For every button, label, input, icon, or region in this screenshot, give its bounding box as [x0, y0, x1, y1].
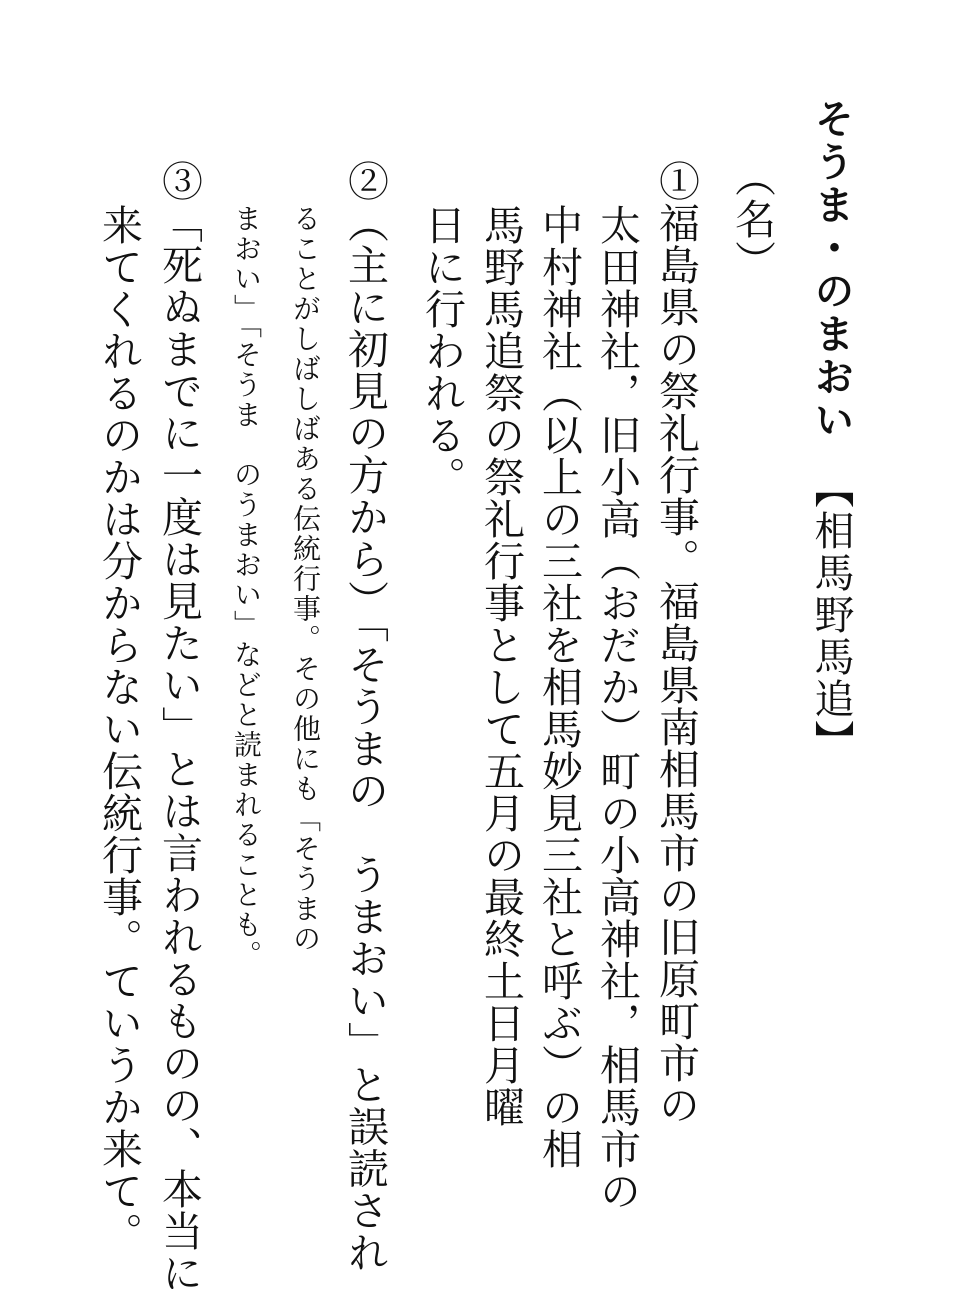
definition-3-line-2: 来てくれるのかは分からない伝統行事。ていうか来て。 [95, 204, 143, 1254]
definition-1-line-4: 馬野馬追祭の祭礼行事として五月の最終土日月曜 [477, 204, 525, 1128]
definition-3-line-1: ③「死ぬまでに一度は見たい」とは言われるものの、本当に [155, 160, 203, 1294]
definition-1-line-5: 日に行われる。 [418, 204, 466, 498]
part-of-speech: （名） [728, 156, 776, 282]
definition-2-line-3: まおい」「そうま のうまおい」などと読まれることも。 [230, 204, 263, 970]
definition-2-line-1: ②（主に初見の方から）「そうまの うまおい」と誤読され [341, 160, 389, 1274]
definition-1-line-2: 太田神社，旧小高（おだか）町の小高神社，相馬市の [593, 204, 641, 1212]
headword-kanji: 【相馬野馬追】 [808, 468, 854, 762]
definition-1-line-1: ①福島県の祭礼行事。福島県南相馬市の旧原町市の [652, 160, 700, 1126]
definition-2-line-2: ることがしばしばある伝統行事。その他にも「そうまの [289, 204, 322, 954]
headword: そうま・のまおい [808, 98, 854, 442]
definition-1-line-3: 中村神社（以上の三社を相馬妙見三社と呼ぶ）の相 [535, 204, 583, 1170]
